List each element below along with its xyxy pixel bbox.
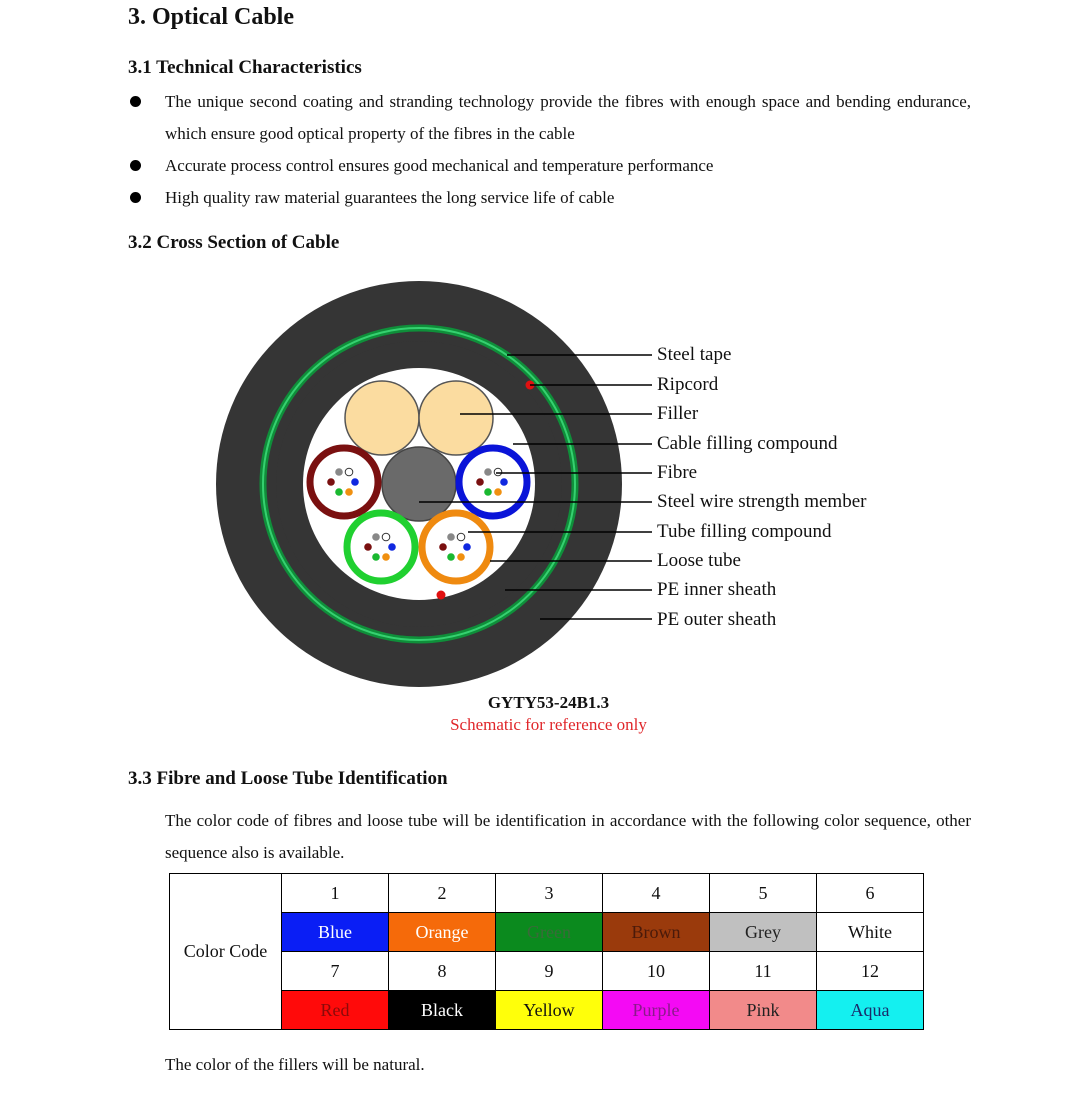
label-ripcord: Ripcord — [657, 374, 719, 395]
label-pe-outer-sheath: PE outer sheath — [657, 609, 777, 630]
bullet-icon — [130, 160, 141, 171]
identification-heading: 3.3 Fibre and Loose Tube Identification — [128, 768, 448, 789]
table-row — [170, 874, 924, 913]
cable-diagram-svg — [0, 260, 1080, 700]
number-cell: 4 — [603, 874, 710, 913]
schematic-note: Schematic for reference only — [450, 715, 647, 734]
loose-tube-brown — [310, 448, 378, 516]
filler-color-note: The color of the fillers will be natural. — [165, 1055, 425, 1074]
label-loose-tube: Loose tube — [657, 550, 741, 571]
label-filler: Filler — [657, 403, 699, 424]
steel-wire-strength-member — [382, 447, 456, 521]
label-tube-filling-compound: Tube filling compound — [657, 521, 832, 542]
filler — [345, 381, 419, 455]
cross-section-heading: 3.2 Cross Section of Cable — [128, 232, 340, 253]
bullet-icon — [130, 96, 141, 107]
color-cell: Red — [282, 991, 389, 1030]
cable-cross-section-diagram — [0, 260, 1080, 700]
table-row — [170, 991, 924, 1030]
color-cell: White — [817, 913, 924, 952]
number-cell: 5 — [710, 874, 817, 913]
identification-intro: The color code of fibres and loose tube will be identification in accordance with the following color sequence, other sequence also is available. — [165, 811, 971, 862]
table-row — [170, 952, 924, 991]
label-steel-wire-strength-member: Steel wire strength member — [657, 491, 867, 512]
number-cell: 10 — [603, 952, 710, 991]
number-cell: 11 — [710, 952, 817, 991]
number-cell: 1 — [282, 874, 389, 913]
number-cell: 3 — [496, 874, 603, 913]
color-cell: Orange — [389, 913, 496, 952]
color-cell: Grey — [710, 913, 817, 952]
bullet-icon — [130, 192, 141, 203]
number-cell: 12 — [817, 952, 924, 991]
bullet-text: The unique second coating and stranding technology provide the fibres with enough space and bending endurance, which ensure good optical property of the fibres in the cable — [165, 92, 971, 143]
section-title: 3. Optical Cable — [128, 4, 294, 30]
cable-model: GYTY53-24B1.3 — [487, 693, 610, 712]
color-cell: Pink — [710, 991, 817, 1030]
color-cell: Blue — [282, 913, 389, 952]
number-cell: 9 — [496, 952, 603, 991]
bullet-text: Accurate process control ensures good mechanical and temperature performance — [165, 156, 714, 175]
bullet-text: High quality raw material guarantees the long service life of cable — [165, 188, 615, 207]
label-steel-tape: Steel tape — [657, 344, 732, 365]
ripcord — [437, 591, 446, 600]
label-pe-inner-sheath: PE inner sheath — [657, 579, 777, 600]
color-code-table — [169, 873, 924, 1030]
label-cable-filling-compound: Cable filling compound — [657, 433, 838, 454]
color-cell: Black — [389, 991, 496, 1030]
filler — [419, 381, 493, 455]
loose-tube-blue — [459, 448, 527, 516]
color-cell: Yellow — [496, 991, 603, 1030]
loose-tube-green — [347, 513, 415, 581]
color-cell: Green — [496, 913, 603, 952]
number-cell: 2 — [389, 874, 496, 913]
label-fibre: Fibre — [657, 462, 698, 483]
color-cell: Purple — [603, 991, 710, 1030]
color-code-label: Color Code — [170, 874, 282, 1030]
color-cell: Aqua — [817, 991, 924, 1030]
number-cell: 6 — [817, 874, 924, 913]
number-cell: 7 — [282, 952, 389, 991]
color-cell: Brown — [603, 913, 710, 952]
characteristics-heading: 3.1 Technical Characteristics — [128, 57, 362, 78]
table-row — [170, 913, 924, 952]
number-cell: 8 — [389, 952, 496, 991]
loose-tube-orange — [422, 513, 490, 581]
